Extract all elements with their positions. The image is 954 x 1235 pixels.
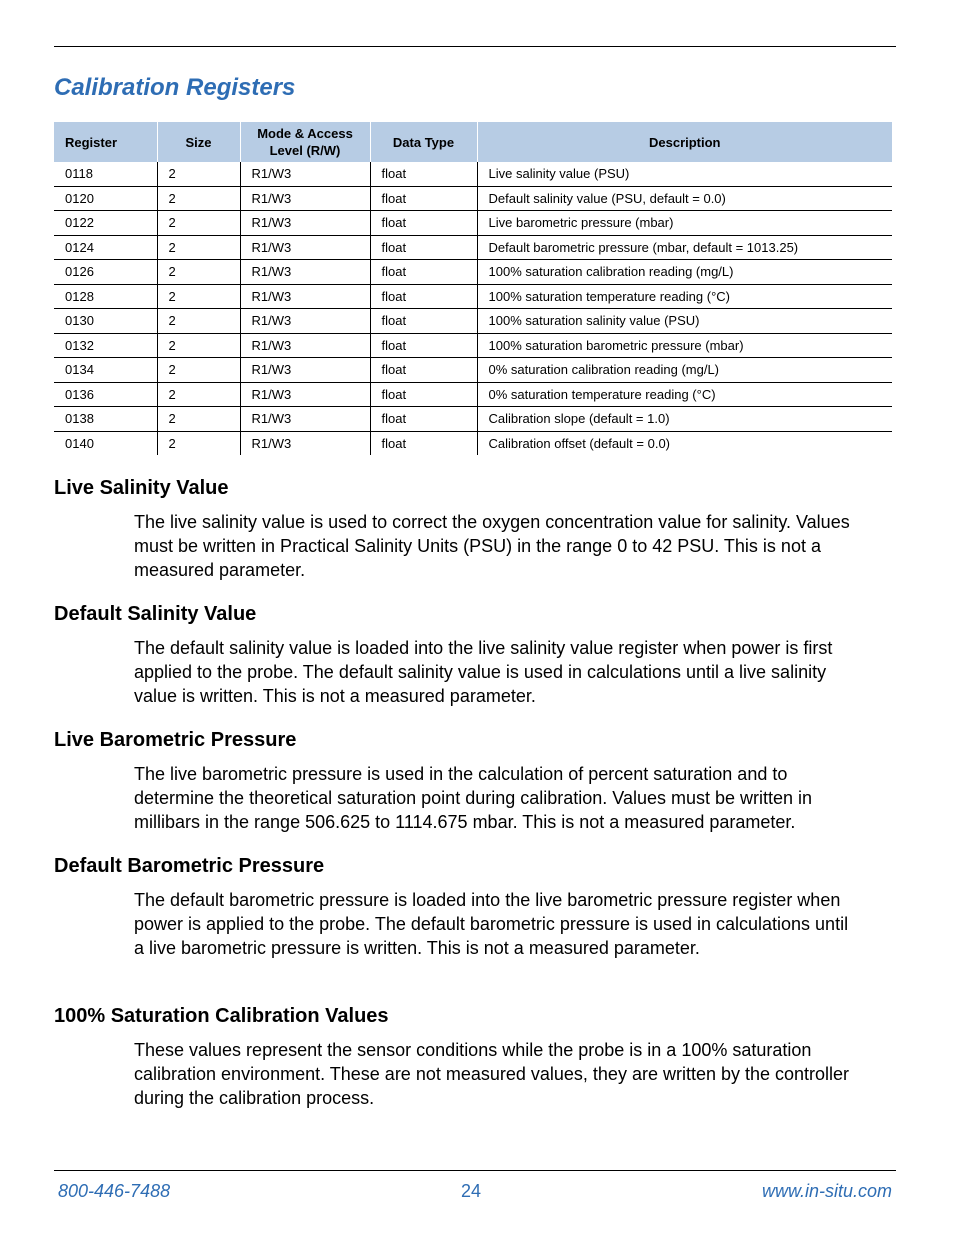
section-body: These values represent the sensor conditions while the probe is in a 100% saturation calibration environment. These are not measured values, they are written by the controller during the calibration process.	[134, 1040, 850, 1108]
section-live-salinity	[54, 476, 854, 582]
header-data-type: Data Type	[370, 122, 477, 162]
section-100-saturation-calibration	[54, 1004, 854, 1110]
cell-mode: R1/W3	[240, 211, 370, 236]
cell-type: float	[370, 260, 477, 285]
cell-mode: R1/W3	[240, 309, 370, 334]
cell-type: float	[370, 211, 477, 236]
table-row	[54, 235, 892, 260]
cell-description: 0% saturation calibration reading (mg/L)	[477, 358, 892, 383]
section-heading: 100% Saturation Calibration Values	[54, 1005, 389, 1027]
page-title: Calibration Registers	[54, 74, 296, 101]
section-heading: Live Salinity Value	[54, 477, 229, 499]
table-row	[54, 211, 892, 236]
cell-type: float	[370, 162, 477, 186]
cell-type: float	[370, 382, 477, 407]
cell-size: 2	[157, 260, 240, 285]
cell-type: float	[370, 333, 477, 358]
cell-size: 2	[157, 211, 240, 236]
cell-type: float	[370, 407, 477, 432]
table-row	[54, 358, 892, 383]
cell-register: 0120	[54, 186, 157, 211]
cell-size: 2	[157, 333, 240, 358]
footer-phone: 800-446-7488	[58, 1181, 171, 1201]
cell-register: 0132	[54, 333, 157, 358]
top-divider	[54, 46, 896, 47]
section-default-salinity	[54, 602, 854, 708]
section-body: The live barometric pressure is used in the calculation of percent saturation and to determine the theoretical saturation point during calibration. Values must be written in millibars in the range 506.625 to 1114.675 mbar. This is not a measured parameter.	[134, 764, 813, 832]
cell-size: 2	[157, 309, 240, 334]
bottom-divider	[54, 1170, 896, 1171]
cell-mode: R1/W3	[240, 382, 370, 407]
header-mode-line1: Mode & Access	[257, 126, 353, 141]
cell-mode: R1/W3	[240, 333, 370, 358]
cell-type: float	[370, 309, 477, 334]
cell-mode: R1/W3	[240, 162, 370, 186]
cell-type: float	[370, 431, 477, 455]
cell-mode: R1/W3	[240, 407, 370, 432]
cell-description: Calibration offset (default = 0.0)	[477, 431, 892, 455]
cell-description: Live salinity value (PSU)	[477, 162, 892, 186]
footer-page-number: 24	[461, 1181, 482, 1201]
cell-description: Default salinity value (PSU, default = 0.0)	[477, 186, 892, 211]
section-heading: Live Barometric Pressure	[54, 729, 297, 751]
cell-size: 2	[157, 382, 240, 407]
cell-description: 100% saturation temperature reading (°C)	[477, 284, 892, 309]
table-row	[54, 309, 892, 334]
cell-description: 0% saturation temperature reading (°C)	[477, 382, 892, 407]
section-live-barometric-pressure	[54, 728, 854, 834]
table-row	[54, 284, 892, 309]
cell-type: float	[370, 235, 477, 260]
cell-size: 2	[157, 431, 240, 455]
cell-mode: R1/W3	[240, 235, 370, 260]
section-default-barometric-pressure	[54, 854, 854, 960]
cell-register: 0134	[54, 358, 157, 383]
cell-description: 100% saturation barometric pressure (mbar)	[477, 333, 892, 358]
cell-register: 0122	[54, 211, 157, 236]
cell-register: 0118	[54, 162, 157, 186]
cell-description: 100% saturation calibration reading (mg/L)	[477, 260, 892, 285]
header-mode-access	[240, 122, 370, 162]
calibration-registers-table	[54, 122, 892, 455]
cell-mode: R1/W3	[240, 186, 370, 211]
table-row	[54, 382, 892, 407]
cell-size: 2	[157, 235, 240, 260]
cell-type: float	[370, 186, 477, 211]
cell-type: float	[370, 358, 477, 383]
table-row	[54, 186, 892, 211]
cell-register: 0140	[65, 435, 94, 451]
section-body: The live salinity value is used to correct the oxygen concentration value for salinity. Values must be written in Practical Salinity Units (PSU) in the range 0 to 42 PSU. This is not a measured parameter.	[134, 512, 850, 580]
section-heading: Default Salinity Value	[54, 603, 257, 625]
cell-size: 2	[157, 358, 240, 383]
cell-type: float	[370, 284, 477, 309]
cell-description: Default barometric pressure (mbar, default = 1013.25)	[477, 235, 892, 260]
cell-mode: R1/W3	[240, 260, 370, 285]
header-description: Description	[477, 122, 892, 162]
table-row	[54, 407, 892, 432]
table-row	[54, 333, 892, 358]
section-heading: Default Barometric Pressure	[54, 855, 325, 877]
table-row	[54, 162, 892, 186]
table-row	[54, 431, 892, 455]
section-body: The default barometric pressure is loaded into the live barometric pressure register when power is applied to the probe. The default barometric pressure is used in calculations until a live barometric pressure is written. This is not a measured parameter.	[134, 890, 849, 958]
cell-size: 2	[157, 186, 240, 211]
cell-register: 0128	[54, 284, 157, 309]
table-header-row	[54, 122, 892, 162]
cell-mode: R1/W3	[240, 358, 370, 383]
cell-description: Calibration slope (default = 1.0)	[477, 407, 892, 432]
cell-register: 0136	[54, 382, 157, 407]
section-body: The default salinity value is loaded into the live salinity value register when power is first applied to the probe. The default salinity value is used in calculations until a live salinity value is written. This is not a measured parameter.	[134, 638, 833, 706]
table-row	[54, 260, 892, 285]
cell-description: Live barometric pressure (mbar)	[477, 211, 892, 236]
header-register: Register	[54, 122, 157, 162]
header-size: Size	[157, 122, 240, 162]
cell-size: 2	[157, 162, 240, 186]
cell-size: 2	[157, 407, 240, 432]
cell-register: 0124	[54, 235, 157, 260]
header-mode-line2: Level (R/W)	[269, 143, 341, 158]
cell-register: 0138	[54, 407, 157, 432]
cell-register: 0126	[54, 260, 157, 285]
cell-mode: R1/W3	[240, 431, 370, 455]
cell-mode: R1/W3	[240, 284, 370, 309]
cell-register: 0130	[54, 309, 157, 334]
cell-description: 100% saturation salinity value (PSU)	[477, 309, 892, 334]
footer-url: www.in-situ.com	[761, 1181, 892, 1201]
cell-size: 2	[157, 284, 240, 309]
